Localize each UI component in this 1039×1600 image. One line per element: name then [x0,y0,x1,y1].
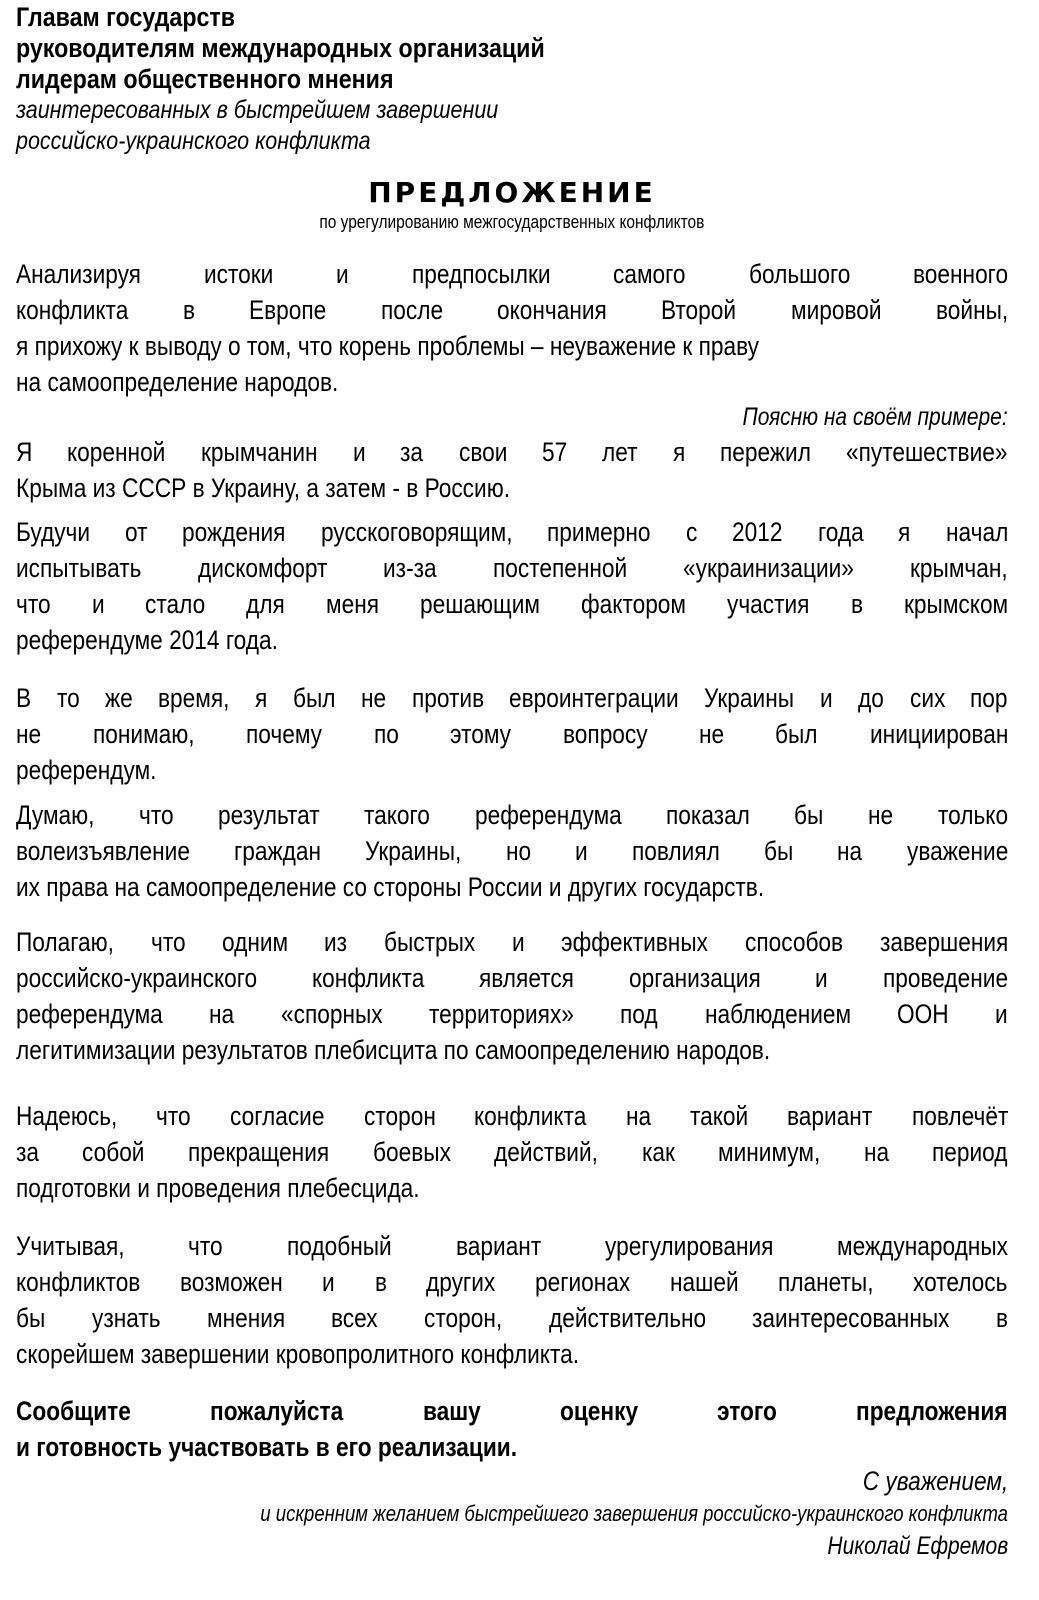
example-intro: Поясню на своём примере: [742,403,1008,431]
addressee-qualifier: российско-украинского конфликта [16,127,371,155]
text-line: В то же время, я был не против евроинтеграции Украины и до сих пор [16,683,1008,713]
text-line: Я коренной крымчанин и за свои 57 лет я пережил «путешествие» [16,437,1008,467]
text-line: конфликта в Европе после окончания Второй мировой войны, [16,295,1008,325]
text-line: Анализируя истоки и предпосылки самого большого военного [16,259,1008,289]
paragraph-other-regions [16,1228,1008,1372]
paragraph-referendum-result [16,797,1008,905]
document-title: ПРЕДЛОЖЕНИЕ [368,176,656,209]
text-line: легитимизации результатов плебисцита по самоопределению народов. [16,1035,771,1065]
text-line: Полагаю, что одним из быстрых и эффективных способов завершения [16,927,1008,957]
addressee-line: лидерам общественного мнения [16,64,394,94]
addressee-line: Главам государств [16,2,236,32]
paragraph-hope [16,1098,1008,1206]
closing-regards: С уважением, [862,1466,1008,1496]
signature: Николай Ефремов [827,1532,1008,1560]
text-line: волеизъявление граждан Украины, но и повлиял бы на уважение [16,836,1009,866]
paragraph-proposal [16,924,1008,1068]
text-line: референдум. [16,755,157,785]
text-line: Учитывая, что подобный вариант урегулирования международных [16,1231,1008,1261]
paragraph-personal [16,434,1008,506]
text-line: испытывать дискомфорт из-за постепенной «украинизации» крымчан, [16,553,1008,583]
text-line: что и стало для меня решающим фактором участия в крымском [16,589,1008,619]
text-line: российско-украинского конфликта является организация и проведение [16,963,1009,993]
text-line: Надеюсь, что согласие сторон конфликта на такой вариант повлечёт [16,1101,1008,1131]
paragraph-intro [16,256,1008,400]
paragraph-eurointegration [16,680,1008,788]
text-line: Будучи от рождения русскоговорящим, примерно с 2012 года я начал [16,517,1008,547]
addressee-block [16,2,631,157]
text-line: я прихожу к выводу о том, что корень проблемы – неуважение к праву [16,331,759,361]
text-line: референдума на «спорных территориях» под наблюдением ООН и [16,999,1008,1029]
call-to-action [16,1393,1008,1465]
text-line: на самоопределение народов. [16,367,339,397]
text-line: Крыма из СССР в Украину, а затем - в Россию. [16,473,510,503]
text-line: конфликтов возможен и в других регионах нашей планеты, хотелось [16,1267,1008,1297]
text-line: их права на самоопределение со стороны России и других государств. [16,872,765,902]
text-line: не понимаю, почему по этому вопросу не был инициирован [16,719,1008,749]
text-line: подготовки и проведения плебесцида. [16,1173,420,1203]
cta-line: и готовность участвовать в его реализации. [16,1432,518,1462]
text-line: за собой прекращения боевых действий, как минимум, на период [16,1137,1008,1167]
addressee-line: руководителям международных организаций [16,33,545,63]
paragraph-russian-speaking [16,514,1008,658]
text-line: Думаю, что результат такого референдума показал бы не только [16,800,1008,830]
text-line: референдуме 2014 года. [16,625,278,655]
text-line: бы узнать мнения всех сторон, действительно заинтересованных в [16,1303,1008,1333]
document-subtitle: по урегулированию межгосударственных конфликтов [319,212,705,232]
cta-line: Сообщите пожалуйста вашу оценку этого предложения [16,1396,1008,1426]
text-line: скорейшем завершении кровопролитного конфликта. [16,1339,580,1369]
addressee-qualifier: заинтересованных в быстрейшем завершении [16,96,499,124]
closing-wish: и искренним желанием быстрейшего завершения российско-украинского конфликта [260,1501,1008,1526]
